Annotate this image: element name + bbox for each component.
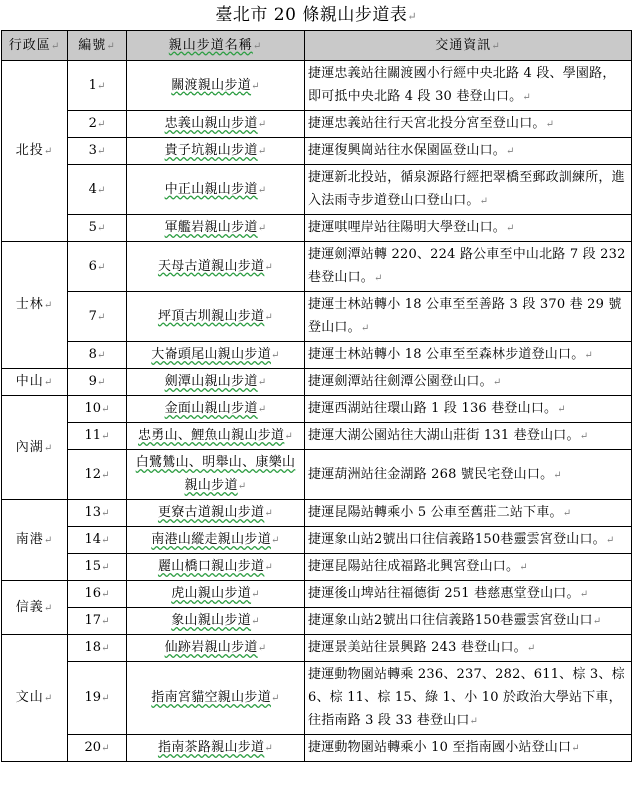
trail-name-label: 貴子坑親山步道 — [164, 143, 258, 158]
table-row — [2, 61, 632, 111]
cell-number — [68, 111, 127, 138]
table-row — [2, 242, 632, 292]
table-body — [2, 61, 632, 762]
table-row — [2, 138, 632, 165]
transit-info-label: 捷運忠義站往行天宮北投分宮至登山口。 — [308, 116, 546, 131]
transit-info-label: 捷運西湖站往環山路 1 段 136 巷登山口。 — [308, 401, 558, 416]
cell-mark-icon: ↵ — [101, 508, 110, 519]
table-row — [2, 111, 632, 138]
cell-mark-icon: ↵ — [43, 146, 54, 157]
cell-transit-info — [305, 662, 632, 735]
cell-number — [68, 292, 127, 342]
number-label: 19 — [84, 690, 102, 705]
transit-info-label: 捷運景美站往景興路 243 巷登山口。 — [308, 640, 527, 655]
column-header-district — [2, 31, 68, 61]
table-row — [2, 423, 632, 450]
cell-mark-icon: ↵ — [506, 146, 515, 157]
cell-trail-name — [127, 450, 305, 500]
cell-mark-icon: ↵ — [251, 80, 260, 92]
cell-mark-icon: ↵ — [557, 404, 566, 415]
cell-mark-icon: ↵ — [491, 40, 501, 52]
cell-mark-icon: ↵ — [264, 562, 274, 573]
cell-district — [2, 242, 68, 369]
cell-number — [68, 165, 127, 215]
cell-trail-name — [127, 500, 305, 527]
number-label: 3 — [88, 143, 97, 158]
cell-number — [68, 527, 127, 554]
transit-info-label: 捷運士林站轉小 18 公車至至森林步道登山口。 — [308, 347, 585, 362]
trails-table — [1, 30, 632, 762]
cell-mark-icon: ↵ — [101, 589, 110, 600]
cell-number — [68, 342, 127, 369]
cell-mark-icon: ↵ — [237, 481, 247, 492]
cell-transit-info — [305, 111, 632, 138]
cell-transit-info — [305, 369, 632, 396]
transit-info-label: 捷運象山站2號出口往信義路150巷靈雲宮登山口。 — [308, 532, 606, 547]
cell-trail-name — [127, 396, 305, 423]
cell-number — [68, 450, 127, 500]
cell-transit-info — [305, 396, 632, 423]
cell-mark-icon: ↵ — [571, 743, 580, 754]
transit-info-label: 捷運動物園站轉乘 236、237、282、611、棕 3、棕 6、棕 11、棕 15、綠 1、小 10 於政治大學站下車，往指南路 3 段 33 巷登山口 — [308, 667, 625, 728]
trail-name-label: 忠義山親山步道 — [164, 116, 258, 131]
cell-number — [68, 635, 127, 662]
cell-mark-icon: ↵ — [257, 404, 267, 415]
transit-info-label: 捷運新北投站，循泉源路行經把翠橋至郵政訓練所，進入法雨寺步道登山口登山口。 — [308, 170, 625, 208]
table-row — [2, 450, 632, 500]
cell-district — [2, 581, 68, 635]
table-row — [2, 608, 632, 635]
cell-mark-icon: ↵ — [579, 589, 589, 600]
trail-name-label: 大崙頭尾山親山步道 — [151, 347, 271, 362]
number-label: 6 — [88, 258, 97, 274]
cell-mark-icon: ↵ — [605, 535, 615, 546]
cell-mark-icon: ↵ — [50, 40, 61, 52]
number-label: 14 — [84, 532, 102, 547]
table-row — [2, 554, 632, 581]
trail-name-label: 虎山親山步道 — [171, 586, 252, 601]
cell-district — [2, 61, 68, 242]
number-label: 11 — [84, 428, 102, 443]
cell-number — [68, 662, 127, 735]
cell-mark-icon: ↵ — [257, 643, 267, 654]
cell-mark-icon: ↵ — [43, 602, 54, 614]
cell-mark-icon: ↵ — [526, 643, 536, 654]
table-row — [2, 735, 632, 762]
cell-number — [68, 554, 127, 581]
cell-mark-icon: ↵ — [96, 261, 106, 273]
table-row — [2, 342, 632, 369]
number-label: 8 — [88, 347, 97, 362]
cell-mark-icon: ↵ — [519, 562, 528, 573]
trail-name-label: 中正山親山步道 — [164, 181, 258, 197]
cell-transit-info — [305, 554, 632, 581]
number-label: 10 — [84, 401, 102, 416]
page-title-text: 臺北市 20 條親山步道表 — [215, 5, 408, 25]
cell-mark-icon: ↵ — [251, 616, 260, 627]
cell-transit-info — [305, 450, 632, 500]
cell-transit-info — [305, 423, 632, 450]
number-label: 15 — [84, 559, 102, 574]
cell-number — [68, 61, 127, 111]
table-row — [2, 500, 632, 527]
trail-name-label: 關渡親山步道 — [171, 77, 252, 93]
number-label: 7 — [88, 308, 97, 324]
cell-mark-icon: ↵ — [264, 743, 274, 754]
cell-transit-info — [305, 581, 632, 608]
transit-info-label: 捷運昆陽站轉乘小 5 公車至舊莊二站下車。 — [308, 505, 563, 520]
cell-mark-icon: ↵ — [96, 119, 106, 130]
number-label: 5 — [88, 220, 97, 235]
trail-name-label: 指南宮貓空親山步道 — [151, 690, 271, 705]
cell-number — [68, 242, 127, 292]
cell-mark-icon: ↵ — [96, 350, 106, 361]
cell-transit-info — [305, 608, 632, 635]
trail-name-label: 更寮古道親山步道 — [157, 505, 265, 520]
cell-number — [68, 608, 127, 635]
trail-name-label: 軍艦岩親山步道 — [164, 220, 258, 235]
cell-mark-icon: ↵ — [545, 119, 555, 130]
trail-name-label: 白鷺鷥山、明舉山、康樂山親山步道 — [135, 455, 296, 493]
cell-mark-icon: ↵ — [492, 377, 502, 388]
cell-transit-info — [305, 735, 632, 762]
cell-number — [68, 396, 127, 423]
table-row — [2, 662, 632, 735]
table-row — [2, 527, 632, 554]
cell-mark-icon: ↵ — [96, 311, 106, 323]
cell-transit-info — [305, 527, 632, 554]
cell-mark-icon: ↵ — [96, 377, 106, 388]
cell-mark-icon: ↵ — [96, 80, 106, 92]
number-label: 2 — [88, 116, 97, 131]
trail-name-label: 南港山縱走親山步道 — [151, 532, 271, 547]
cell-mark-icon: ↵ — [106, 40, 116, 52]
trail-name-label: 坪頂古圳親山步道 — [157, 308, 265, 324]
cell-number — [68, 138, 127, 165]
cell-mark-icon: ↵ — [101, 743, 110, 754]
table-row — [2, 635, 632, 662]
cell-mark-icon: ↵ — [257, 223, 267, 234]
cell-mark-icon: ↵ — [101, 562, 110, 573]
cell-number — [68, 215, 127, 242]
district-label: 士林 — [15, 297, 44, 312]
cell-mark-icon: ↵ — [96, 184, 106, 196]
cell-mark-icon: ↵ — [284, 431, 293, 442]
table-header-row — [2, 31, 632, 61]
cell-mark-icon: ↵ — [96, 146, 106, 157]
number-label: 18 — [84, 640, 102, 655]
cell-mark-icon: ↵ — [374, 273, 383, 284]
cell-mark-icon: ↵ — [101, 616, 110, 627]
cell-trail-name — [127, 165, 305, 215]
transit-info-label: 捷運動物園站轉乘小 10 至指南國小站登山口 — [308, 740, 572, 755]
trail-name-label: 忠勇山、鯉魚山親山步道 — [138, 428, 285, 443]
transit-info-label: 捷運後山埤站往福德街 251 巷慈惠堂登山口。 — [308, 586, 580, 601]
number-label: 20 — [84, 740, 102, 755]
table-row — [2, 369, 632, 396]
number-label: 9 — [88, 374, 97, 389]
paragraph-mark-icon: ↵ — [407, 10, 417, 23]
trail-name-label: 指南茶路親山步道 — [157, 740, 265, 755]
column-header-name-label: 親山步道名稱 — [168, 37, 253, 53]
table-header — [2, 31, 632, 61]
number-label: 13 — [84, 505, 102, 520]
trail-name-label: 仙跡岩親山步道 — [164, 640, 258, 655]
cell-mark-icon: ↵ — [506, 223, 515, 234]
cell-number — [68, 735, 127, 762]
cell-mark-icon: ↵ — [96, 223, 106, 234]
cell-mark-icon: ↵ — [257, 377, 267, 388]
cell-trail-name — [127, 581, 305, 608]
cell-mark-icon: ↵ — [101, 643, 110, 654]
cell-trail-name — [127, 61, 305, 111]
cell-mark-icon: ↵ — [101, 693, 110, 704]
cell-trail-name — [127, 292, 305, 342]
cell-trail-name — [127, 423, 305, 450]
trail-name-label: 象山親山步道 — [171, 613, 252, 628]
column-header-number — [68, 31, 127, 61]
transit-info-label: 捷運復興崗站往水保園區登山口。 — [308, 143, 507, 158]
cell-trail-name — [127, 608, 305, 635]
cell-mark-icon: ↵ — [101, 404, 110, 415]
cell-mark-icon: ↵ — [101, 431, 110, 442]
transit-info-label: 捷運大湖公園站往大湖山莊街 131 巷登山口。 — [308, 428, 580, 443]
table-row — [2, 215, 632, 242]
district-label: 內湖 — [15, 439, 44, 455]
cell-mark-icon: ↵ — [360, 323, 370, 334]
cell-number — [68, 581, 127, 608]
cell-mark-icon: ↵ — [252, 40, 263, 52]
cell-mark-icon: ↵ — [479, 196, 489, 207]
transit-info-label: 捷運唭哩岸站往陽明大學登山口。 — [308, 220, 507, 235]
cell-trail-name — [127, 662, 305, 735]
cell-mark-icon: ↵ — [584, 350, 594, 361]
cell-mark-icon: ↵ — [43, 535, 54, 546]
cell-mark-icon: ↵ — [579, 431, 589, 442]
cell-mark-icon: ↵ — [562, 508, 572, 519]
column-header-transit-label: 交通資訊 — [435, 37, 492, 53]
cell-trail-name — [127, 527, 305, 554]
table-row — [2, 581, 632, 608]
column-header-number-label: 編號 — [78, 37, 107, 53]
transit-info-label: 捷運昆陽站往成福路北興宮登山口。 — [308, 559, 520, 574]
cell-transit-info — [305, 635, 632, 662]
cell-mark-icon: ↵ — [257, 146, 267, 157]
cell-mark-icon: ↵ — [101, 469, 110, 481]
column-header-name — [127, 31, 305, 61]
transit-info-label: 捷運士林站轉小 18 公車至至善路 3 段 370 巷 29 號登山口。 — [308, 297, 622, 335]
page-title — [0, 0, 632, 30]
cell-mark-icon: ↵ — [271, 693, 280, 704]
cell-mark-icon: ↵ — [257, 119, 267, 130]
transit-info-label: 捷運象山站2號出口往信義路150巷靈雲宮登山口 — [308, 613, 593, 628]
cell-mark-icon: ↵ — [271, 535, 280, 546]
cell-trail-name — [127, 138, 305, 165]
district-label: 文山 — [15, 690, 44, 705]
cell-transit-info — [305, 342, 632, 369]
district-label: 中山 — [15, 374, 44, 389]
cell-number — [68, 500, 127, 527]
cell-trail-name — [127, 242, 305, 292]
table-row — [2, 292, 632, 342]
cell-trail-name — [127, 342, 305, 369]
district-label: 信義 — [15, 599, 44, 615]
transit-info-label: 捷運劍潭站往劍潭公園登山口。 — [308, 374, 493, 389]
cell-trail-name — [127, 635, 305, 662]
cell-mark-icon: ↵ — [271, 350, 280, 361]
number-label: 4 — [88, 181, 97, 197]
cell-mark-icon: ↵ — [251, 589, 260, 600]
cell-district — [2, 396, 68, 500]
number-label: 1 — [88, 77, 97, 93]
cell-transit-info — [305, 215, 632, 242]
cell-mark-icon: ↵ — [257, 184, 267, 196]
district-label: 南港 — [15, 532, 44, 547]
cell-trail-name — [127, 369, 305, 396]
table-row — [2, 396, 632, 423]
number-label: 17 — [84, 613, 102, 628]
cell-mark-icon: ↵ — [592, 616, 602, 627]
cell-district — [2, 369, 68, 396]
cell-mark-icon: ↵ — [43, 300, 54, 311]
cell-transit-info — [305, 138, 632, 165]
cell-trail-name — [127, 111, 305, 138]
cell-mark-icon: ↵ — [43, 377, 54, 388]
cell-mark-icon: ↵ — [43, 693, 54, 704]
cell-district — [2, 500, 68, 581]
cell-transit-info — [305, 292, 632, 342]
cell-transit-info — [305, 500, 632, 527]
cell-transit-info — [305, 165, 632, 215]
cell-transit-info — [305, 61, 632, 111]
cell-mark-icon: ↵ — [469, 716, 479, 727]
cell-trail-name — [127, 735, 305, 762]
number-label: 16 — [84, 586, 102, 601]
cell-trail-name — [127, 215, 305, 242]
number-label: 12 — [84, 466, 102, 482]
cell-number — [68, 423, 127, 450]
transit-info-label: 捷運劍潭站轉 220、224 路公車至中山北路 7 段 232 巷登山口。 — [308, 247, 626, 285]
cell-mark-icon: ↵ — [264, 311, 274, 323]
cell-trail-name — [127, 554, 305, 581]
district-label: 北投 — [15, 143, 44, 158]
cell-mark-icon: ↵ — [264, 261, 274, 273]
trail-name-label: 麗山橋口親山步道 — [157, 559, 265, 574]
transit-info-label: 捷運葫洲站往金湖路 268 號民宅登山口。 — [308, 466, 554, 482]
table-row — [2, 165, 632, 215]
cell-district — [2, 635, 68, 762]
column-header-district-label: 行政區 — [8, 37, 51, 53]
transit-info-label: 捷運忠義站往關渡國小行經中央北路 4 段、學園路，即可抵中央北路 4 段 30 巷登山口。 — [308, 66, 616, 104]
column-header-transit — [305, 31, 632, 61]
cell-mark-icon: ↵ — [264, 508, 274, 519]
cell-mark-icon: ↵ — [43, 442, 54, 454]
cell-mark-icon: ↵ — [553, 469, 562, 481]
cell-mark-icon: ↵ — [522, 92, 531, 103]
trail-name-label: 天母古道親山步道 — [157, 258, 265, 274]
cell-mark-icon: ↵ — [101, 535, 110, 546]
trail-name-label: 金面山親山步道 — [164, 401, 258, 416]
cell-number — [68, 369, 127, 396]
cell-transit-info — [305, 242, 632, 292]
trail-name-label: 劍潭山親山步道 — [164, 374, 258, 389]
